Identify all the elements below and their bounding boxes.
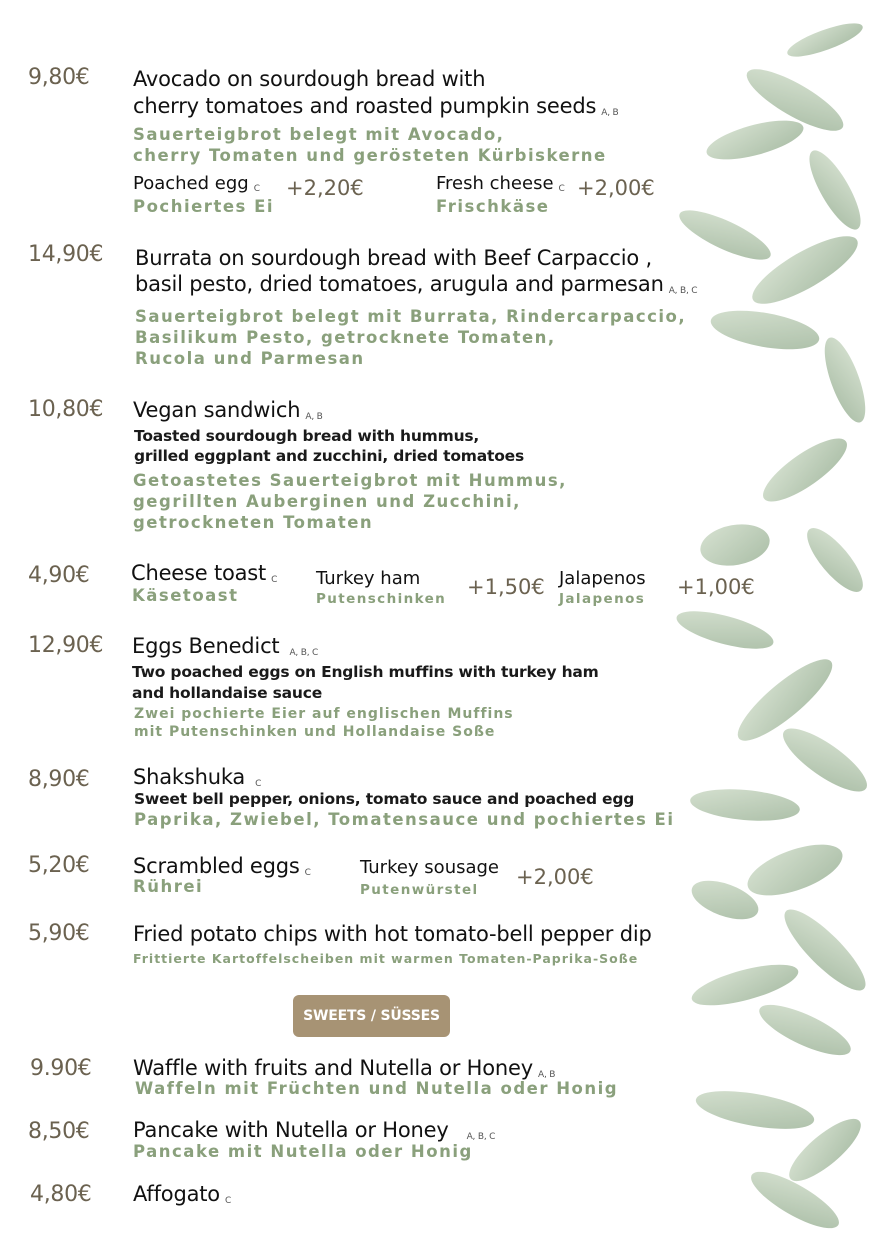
dish-name: Affogato C: [133, 1182, 232, 1206]
addon-german: Putenwürstel: [360, 882, 479, 898]
german-description: Waffeln mit Früchten und Nutella oder Honig: [135, 1079, 619, 1098]
addon-german: Putenschinken: [316, 591, 447, 607]
price: 9,80€: [28, 65, 90, 90]
price: 9.90€: [30, 1056, 92, 1081]
german-description: Sauerteigbrot belegt mit Burrata, Rindercarpaccio,: [135, 307, 687, 326]
german-description: getrockneten Tomaten: [133, 513, 374, 532]
addon-name: Fresh cheese C: [436, 173, 565, 194]
allergen-codes: A, B: [601, 108, 619, 118]
price: 8,50€: [28, 1119, 90, 1144]
price: 5,20€: [28, 853, 90, 878]
addon-german: Frischkäse: [436, 197, 550, 216]
price: 14,90€: [28, 242, 104, 267]
english-description: Toasted sourdough bread with hummus,: [134, 427, 480, 445]
addon-german: Jalapenos: [559, 591, 646, 607]
price: 8,90€: [28, 767, 90, 792]
price: 4,90€: [28, 563, 90, 588]
dish-name: cherry tomatoes and roasted pumpkin seeds A, B: [133, 94, 619, 118]
addon-price: +1,00€: [677, 575, 755, 599]
dish-name: Pancake with Nutella or Honey A, B, C: [133, 1118, 496, 1142]
dish-name: basil pesto, dried tomatoes, arugula and parmesan A, B, C: [135, 272, 698, 296]
german-description: Pancake mit Nutella oder Honig: [133, 1142, 473, 1161]
german-description: Paprika, Zwiebel, Tomatensauce und pochiertes Ei: [134, 810, 675, 829]
english-description: Two poached eggs on English muffins with turkey ham: [132, 663, 599, 681]
addon-german: Pochiertes Ei: [133, 197, 275, 216]
german-description: Zwei pochierte Eier auf englischen Muffins: [134, 706, 514, 722]
german-description: Rührei: [133, 877, 204, 896]
price: 4,80€: [30, 1182, 92, 1207]
sweets-section-badge: SWEETS / SÜSSES: [293, 995, 450, 1037]
addon-name: Jalapenos: [559, 568, 646, 589]
german-description: cherry Tomaten und gerösteten Kürbiskerne: [133, 146, 607, 165]
dish-name: Cheese toast C: [131, 561, 278, 585]
english-description: grilled eggplant and zucchini, dried tomatoes: [134, 447, 525, 465]
german-description: Rucola und Parmesan: [135, 349, 365, 368]
german-description: gegrillten Auberginen und Zucchini,: [133, 492, 521, 511]
addon-price: +1,50€: [467, 575, 545, 599]
dish-name: Waffle with fruits and Nutella or Honey A, B: [133, 1056, 556, 1080]
addon-price: +2,20€: [286, 176, 364, 200]
addon-price: +2,00€: [577, 176, 655, 200]
english-description: and hollandaise sauce: [132, 684, 323, 702]
german-description: mit Putenschinken und Hollandaise Soße: [134, 724, 496, 740]
dish-name: Burrata on sourdough bread with Beef Carpaccio ,: [135, 246, 652, 270]
english-description: Sweet bell pepper, onions, tomato sauce and poached egg: [134, 790, 635, 808]
price: 12,90€: [28, 633, 104, 658]
price: 5,90€: [28, 921, 90, 946]
addon-price: +2,00€: [516, 865, 594, 889]
german-description: Sauerteigbrot belegt mit Avocado,: [133, 125, 505, 144]
dish-name: Fried potato chips with hot tomato-bell pepper dip: [133, 922, 652, 946]
german-description: Frittierte Kartoffelscheiben mit warmen Tomaten-Paprika-Soße: [133, 951, 639, 966]
german-description: Getoastetes Sauerteigbrot mit Hummus,: [133, 471, 567, 490]
german-description: Basilikum Pesto, getrocknete Tomaten,: [135, 328, 556, 347]
addon-name: Turkey ham: [316, 568, 421, 589]
addon-name: Turkey sousage: [360, 857, 500, 878]
dish-name: Eggs Benedict A, B, C: [132, 634, 319, 658]
price: 10,80€: [28, 397, 104, 422]
dish-name: Avocado on sourdough bread with: [133, 67, 486, 91]
german-description: Käsetoast: [132, 586, 239, 605]
dish-name: Vegan sandwich A, B: [133, 398, 323, 422]
dish-name: Scrambled eggs C: [133, 854, 311, 878]
dish-name: Shakshuka C: [133, 765, 262, 789]
addon-name: Poached egg C: [133, 173, 261, 194]
